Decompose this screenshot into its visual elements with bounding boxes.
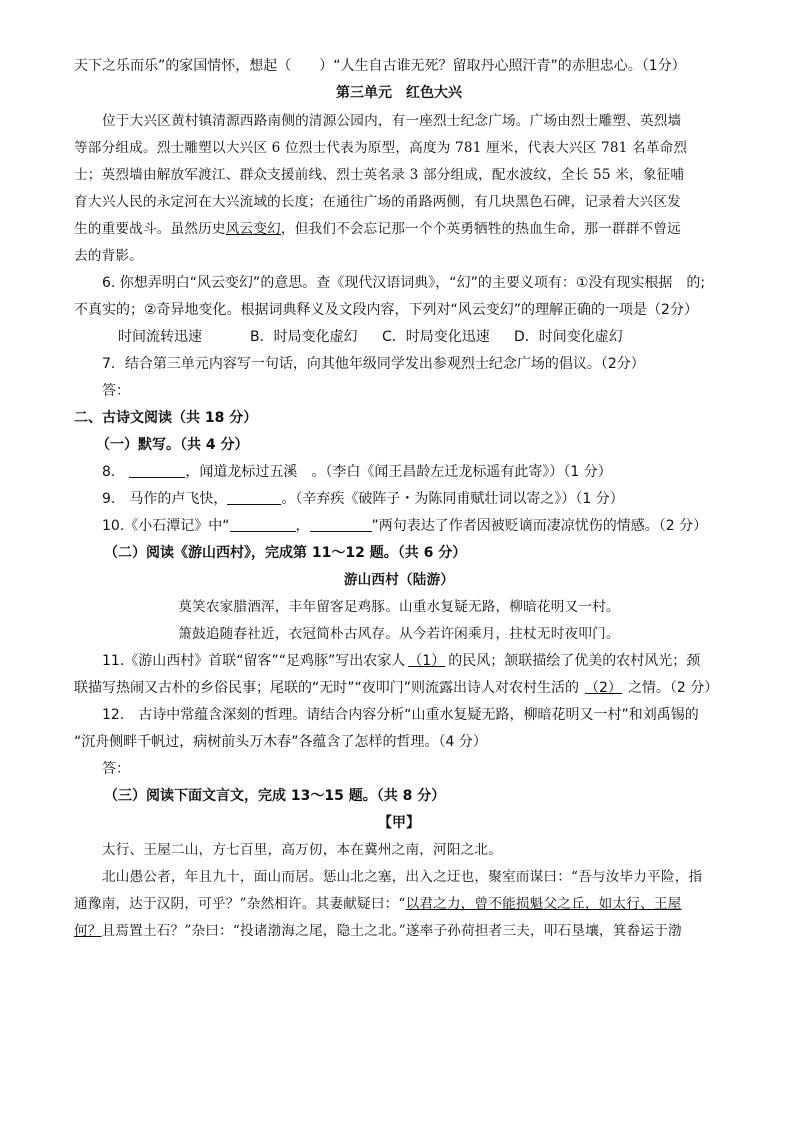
underlined-phrase: 何？ [74, 923, 102, 939]
answer-label: 答： [102, 383, 130, 399]
question-8 [74, 459, 724, 486]
question-text: ”两句表达了作者因被贬谪而凄凉忧伤的情感。（2 分） [371, 518, 708, 534]
fill-blank[interactable] [230, 517, 296, 532]
passage-line: 位于大兴区黄村镇清源西路南侧的清源公园内，有一座烈士纪念广场。广场由烈士雕塑、英烈墙 [102, 113, 682, 129]
question-12: 12. 古诗中常蕴含深刻的哲理。请结合内容分析“山重水复疑无路，柳暗花明又一村”和刘禹锡的 [102, 707, 699, 723]
underlined-phrase: 以君之力，曾不能损魁父之丘，如太行、王屋 [405, 896, 682, 912]
passage-line: 士；英烈墙由解放军渡江、群众支援前线、烈士英名录 3 部分组成，配水波纹，全长 55 米，象征哺 [74, 167, 685, 183]
passage-line: 去的背影。 [74, 248, 143, 264]
passage-line: 太行、王屋二山，方七百里，高万仞，本在冀州之南，河阳之北。 [102, 842, 503, 858]
question-9 [74, 486, 724, 513]
question-text: 10.《小石潭记》中“ [102, 518, 230, 534]
passage-line: 等部分组成。烈士雕塑以大兴区 6 位烈士代表为原型，高度为 781 厘米，代表大兴区 781 名革命烈 [74, 140, 688, 156]
section-title: 二、古诗文阅读（共 18 分） [74, 410, 258, 426]
options-row [74, 324, 724, 351]
question-text: 之情。（2 分） [627, 680, 719, 696]
poem-title: 游山西村（陆游） [343, 572, 455, 588]
question-6-cont: 不真实的；②奇异地变化。根据词典释义及文段内容，下列对“风云变幻”的理解正确的一项是（2分） [74, 302, 698, 318]
passage-text: ，但我们不会忘记那一个个英勇牺牲的热血生命，那一群群不曾远 [280, 221, 681, 237]
part-title: （三）阅读下面文言文，完成 13～15 题。（共 8 分） [104, 788, 446, 804]
classical-passage [74, 837, 724, 945]
question-text: ，闻道龙标过五溪 。（李白《闻王昌龄左迁龙标遥有此寄》）（1 分） [185, 464, 612, 480]
passage-line [74, 216, 724, 243]
question-6: 6. 你想弄明白“风云变幻”的意思。查《现代汉语词典》，“幻”的主要义项有：①没有现实根据 的; [102, 275, 706, 291]
poem-line: 莫笑农家腊酒浑，丰年留客足鸡豚。山重水复疑无路，柳暗花明又一村。 [178, 599, 620, 615]
question-11 [74, 648, 724, 675]
poem-line: 箫鼓追随春社近，衣冠简朴古风存。从今若许闲乘月，拄杖无时夜叩门。 [178, 626, 620, 642]
question-text: 9. 马作的卢飞快， [102, 491, 228, 507]
question-text: 11.《游山西村》首联“留客”“足鸡豚”写出农家人 [102, 653, 406, 669]
passage-text: 通豫南，达于汉阴，可乎？”杂然相许。其妻献疑曰：“ [74, 896, 406, 912]
fill-blank[interactable]: （2） [585, 680, 622, 696]
passage-text: 且焉置土石？”杂曰：“投诸渤海之尾，隐土之北。”遂率子孙荷担者三夫，叩石垦壤，箕畚运于渤 [101, 923, 682, 939]
question-text: ， [295, 518, 310, 534]
unit-passage [74, 108, 724, 270]
question-number: 8. [102, 464, 116, 480]
underlined-phrase: 风云变幻 [225, 221, 281, 237]
fill-blank[interactable] [310, 517, 372, 532]
question-text: 联描写热闹又古朴的乡俗民事；尾联的“无时”“夜叩门”则流露出诗人对农村生活的 [74, 680, 580, 696]
question-10 [74, 513, 724, 540]
question-text: 。（辛弃疾《破阵子・为陈同甫赋壮词以寄之》）（1 分） [281, 491, 624, 507]
unit-title: 第三单元 红色大兴 [336, 85, 462, 101]
question-text: 的民风；颔联描绘了优美的农村风光；颈 [448, 653, 701, 669]
fill-blank[interactable]: （1） [408, 653, 446, 669]
answer-label: 答： [102, 761, 130, 777]
passage-text: 生的重要战斗。虽然历史 [74, 221, 226, 237]
question-7: 7．结合第三单元内容写一句话，向其他年级同学发出参观烈士纪念广场的倡议。（2分） [102, 356, 645, 372]
text-line: 天下之乐而乐”的家国情怀，想起（ ）“人生自古谁无死？留取丹心照汗青”的赤胆忠心。（1分） [74, 58, 686, 74]
passage-line [74, 891, 724, 918]
passage-line [74, 918, 724, 945]
passage-line: 北山愚公者，年且九十，面山而居。惩山北之塞，出入之迂也，聚室而谋曰：“吾与汝毕力平险，指 [102, 869, 703, 885]
option-b[interactable]: B．时局变化虚幻 [250, 329, 358, 345]
fill-blank[interactable] [227, 490, 281, 505]
option-c[interactable]: C．时局变化迅速 [382, 329, 490, 345]
fill-blank[interactable] [129, 463, 185, 478]
passage-line: 育大兴人民的永定河在大兴流域的长度；在通往广场的甬路两侧，有几块黑色石碑，记录着大兴区发 [74, 194, 681, 210]
question-11-cont [74, 675, 724, 702]
part-title: （二）阅读《游山西村》，完成第 11～12 题。（共 6 分） [104, 545, 467, 561]
option-a[interactable]: 时间流转迅速 [118, 329, 202, 345]
text-label: 【甲】 [378, 815, 420, 831]
option-d[interactable]: D．时间变化虚幻 [514, 329, 623, 345]
question-12-cont: “沉舟侧畔千帆过，病树前头万木春”各蕴含了怎样的哲理。（4 分） [74, 734, 487, 750]
part-title: （一）默写。（共 4 分） [96, 437, 249, 453]
